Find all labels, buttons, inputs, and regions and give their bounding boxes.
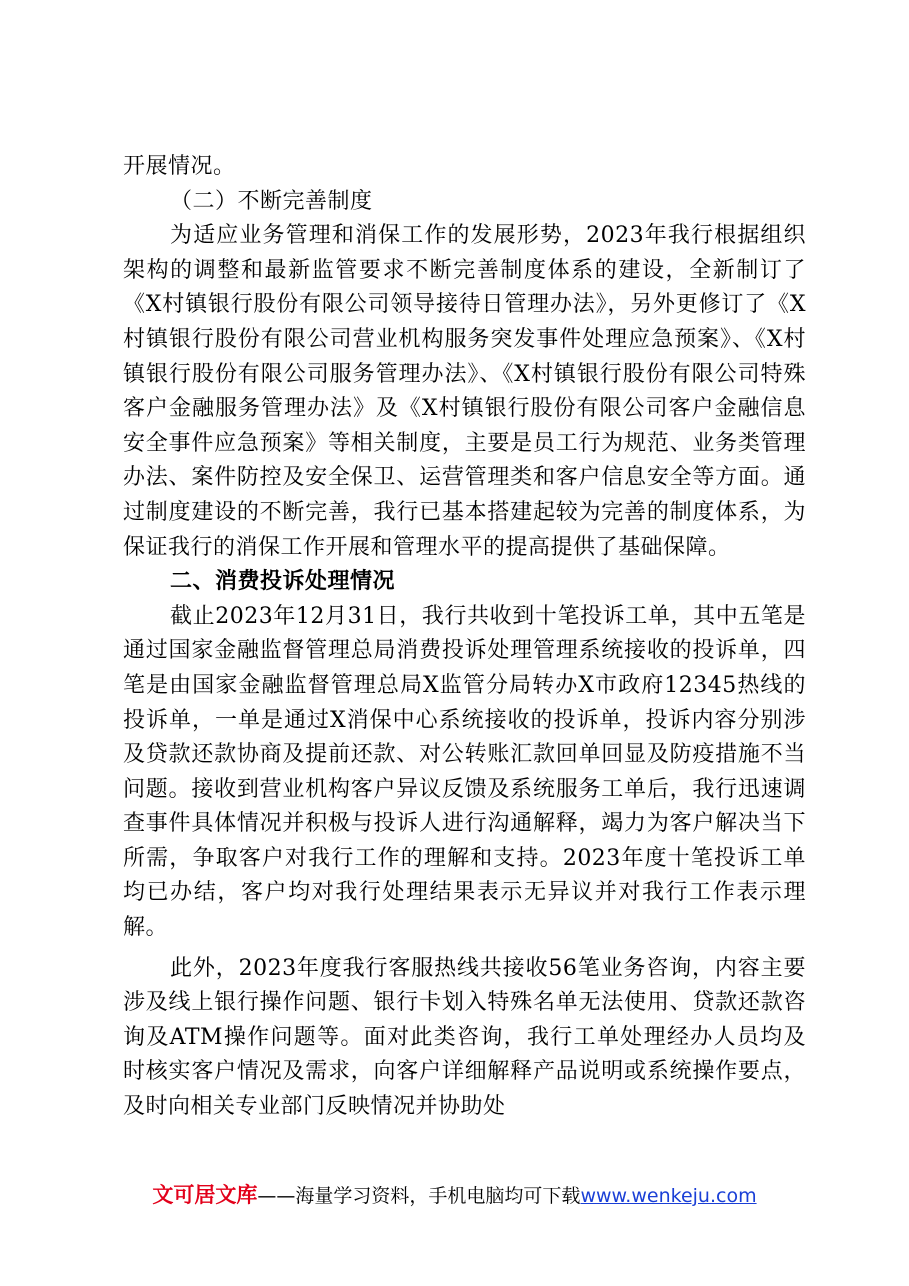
paragraph-hotline-consultation: 此外，2023年度我行客服热线共接收56笔业务咨询，内容主要涉及线上银行操作问题、银行卡划入特殊名单无法使用、贷款还款咨询及ATM操作问题等。面对此类咨询，我行工单处理经办人员均及时核实客户情况及需求，向客户详细解释产品说明或系统操作要点，及时向相关专业部门反映情况并协助处 [123,955,806,1120]
footer-url-link[interactable]: www.wenkeju.com [580,1185,757,1207]
paragraph-continuation: 开展情况。 [123,154,236,179]
section-heading-complaint-handling: 二、消费投诉处理情况 [170,569,396,595]
document-body [123,150,806,1125]
footer-brand: 文可居文库 [152,1183,258,1207]
paragraph-complaint-stats: 截止2023年12月31日，我行共收到十笔投诉工单，其中五笔是通过国家金融监督管理总局消费投诉处理管理系统接收的投诉单，四笔是由国家金融监督管理总局X监管分局转办X市政府12345热线的投诉单，一单是通过X消保中心系统接收的投诉单，投诉内容分别涉及贷款还款协商及提前还款、对公转账汇款回单回显及防疫措施不当问题。接收到营业机构客户异议反馈及系统服务工单后，我行迅速调查事件具体情况并积极与投诉人进行沟通解释，竭力为客户解决当下所需，争取客户对我行工作的理解和支持。2023年度十笔投诉工单均已办结，客户均对我行处理结果表示无异议并对我行工作表示理解。 [123,603,806,941]
watermark-footer [0,1180,909,1211]
section-heading-improve-system: （二）不断完善制度 [170,188,373,214]
paragraph-system-building: 为适应业务管理和消保工作的发展形势，2023年我行根据组织架构的调整和最新监管要求不断完善制度体系的建设，全新制订了《X村镇银行股份有限公司领导接待日管理办法》，另外更修订了《X村镇银行股份有限公司营业机构服务突发事件处理应急预案》、《X村镇银行股份有限公司服务管理办法》、《X村镇银行股份有限公司特殊客户金融服务管理办法》及《X村镇银行股份有限公司客户金融信息安全事件应急预案》等相关制度，主要是员工行为规范、业务类管理办法、案件防控及安全保卫、运营管理类和客户信息安全等方面。通过制度建设的不断完善，我行已基本搭建起较为完善的制度体系，为保证我行的消保工作开展和管理水平的提高提供了基础保障。 [123,223,806,560]
footer-slogan: ——海量学习资料，手机电脑均可下载 [257,1185,581,1207]
